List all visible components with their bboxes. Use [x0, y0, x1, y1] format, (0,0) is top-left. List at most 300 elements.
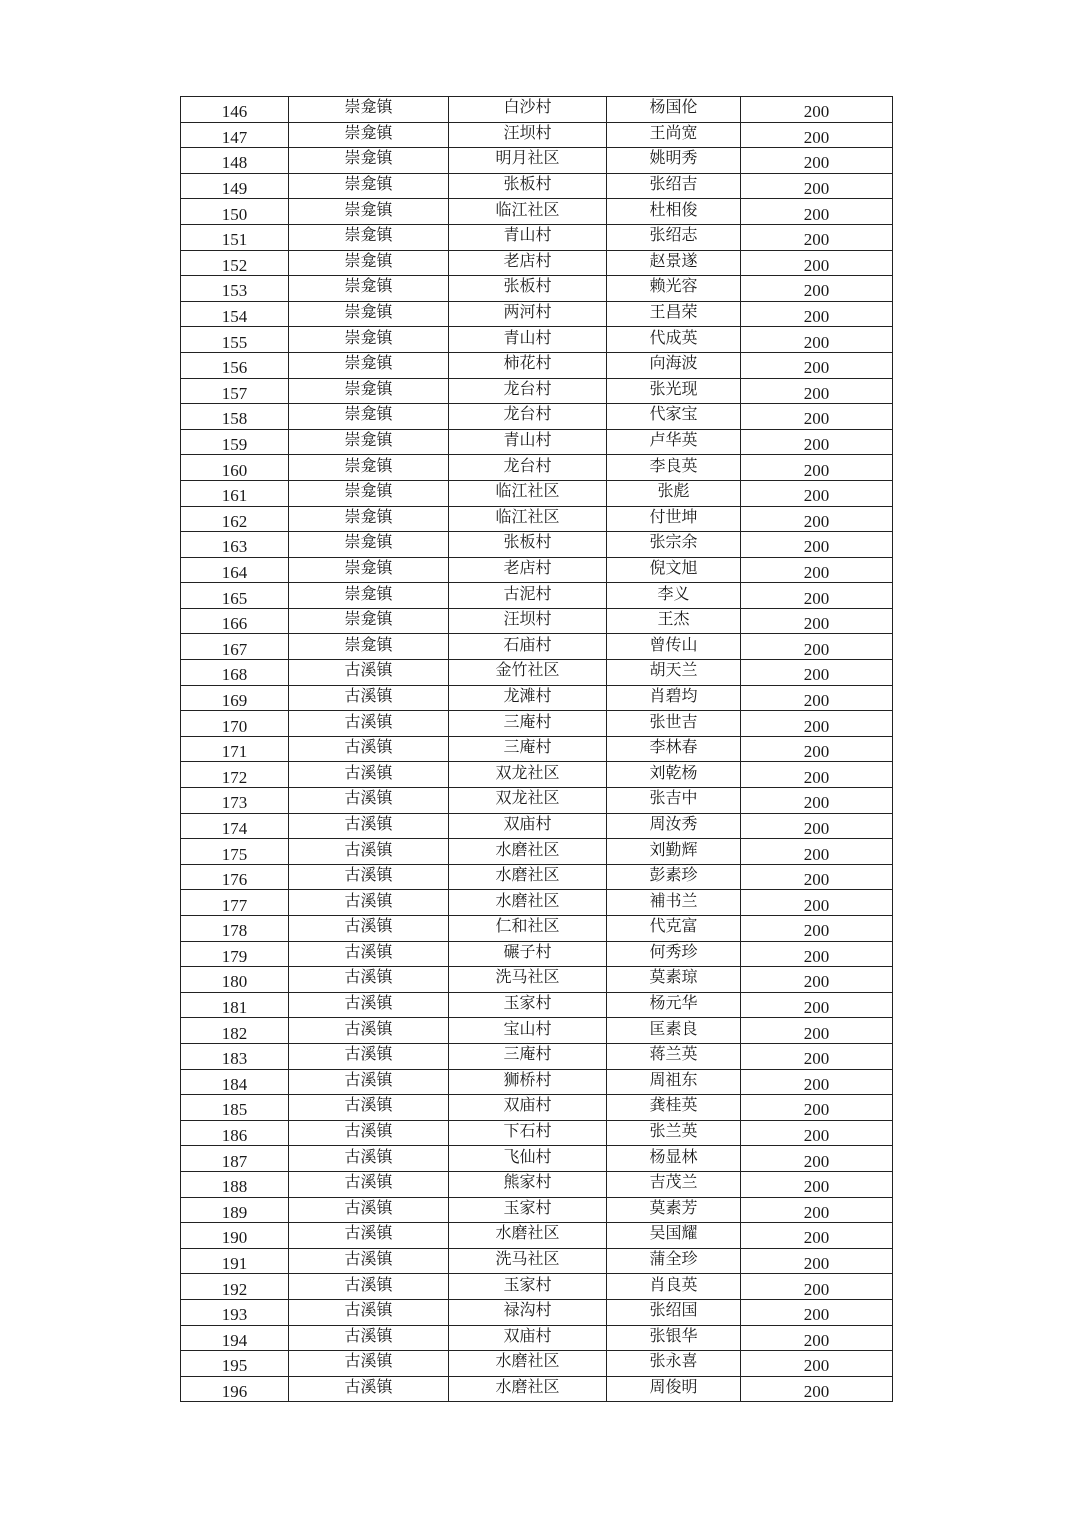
name-cell: 曾传山 [607, 634, 741, 660]
row-number: 174 [181, 813, 289, 839]
amount-cell: 200 [741, 1248, 893, 1274]
town-cell: 古溪镇 [289, 1095, 449, 1121]
table-row [181, 916, 893, 942]
name-cell: 张银华 [607, 1325, 741, 1351]
town-cell: 古溪镇 [289, 762, 449, 788]
name-cell: 王昌荣 [607, 301, 741, 327]
name-cell: 卢华英 [607, 429, 741, 455]
village-cell: 洗马社区 [449, 1248, 607, 1274]
table-row [181, 1223, 893, 1249]
town-cell: 古溪镇 [289, 1325, 449, 1351]
amount-cell: 200 [741, 685, 893, 711]
table-row [181, 864, 893, 890]
name-cell: 李义 [607, 583, 741, 609]
town-cell: 崇龛镇 [289, 532, 449, 558]
table-row [181, 608, 893, 634]
village-cell: 双龙社区 [449, 788, 607, 814]
village-cell: 青山村 [449, 224, 607, 250]
village-cell: 玉家村 [449, 1274, 607, 1300]
amount-cell: 200 [741, 122, 893, 148]
town-cell: 古溪镇 [289, 1223, 449, 1249]
amount-cell: 200 [741, 148, 893, 174]
town-cell: 古溪镇 [289, 967, 449, 993]
table-row [181, 378, 893, 404]
village-cell: 水磨社区 [449, 864, 607, 890]
amount-cell: 200 [741, 813, 893, 839]
name-cell: 蒲全珍 [607, 1248, 741, 1274]
village-cell: 张板村 [449, 173, 607, 199]
village-cell: 明月社区 [449, 148, 607, 174]
name-cell: 何秀珍 [607, 941, 741, 967]
row-number: 192 [181, 1274, 289, 1300]
amount-cell: 200 [741, 967, 893, 993]
name-cell: 张宗余 [607, 532, 741, 558]
table-row [181, 660, 893, 686]
amount-cell: 200 [741, 480, 893, 506]
name-cell: 龚桂英 [607, 1095, 741, 1121]
name-cell: 张吉中 [607, 788, 741, 814]
table-row [181, 1197, 893, 1223]
table-row [181, 1069, 893, 1095]
village-cell: 金竹社区 [449, 660, 607, 686]
village-cell: 古泥村 [449, 583, 607, 609]
row-number: 189 [181, 1197, 289, 1223]
row-number: 172 [181, 762, 289, 788]
amount-cell: 200 [741, 992, 893, 1018]
village-cell: 水磨社区 [449, 1223, 607, 1249]
town-cell: 古溪镇 [289, 1120, 449, 1146]
row-number: 153 [181, 276, 289, 302]
name-cell: 代克富 [607, 916, 741, 942]
village-cell: 汪坝村 [449, 122, 607, 148]
recipient-table [180, 96, 893, 1402]
village-cell: 水磨社区 [449, 839, 607, 865]
village-cell: 老店村 [449, 250, 607, 276]
table-row [181, 1248, 893, 1274]
amount-cell: 200 [741, 378, 893, 404]
name-cell: 莫素芳 [607, 1197, 741, 1223]
village-cell: 宝山村 [449, 1018, 607, 1044]
town-cell: 古溪镇 [289, 1069, 449, 1095]
village-cell: 柿花村 [449, 352, 607, 378]
table-row [181, 1351, 893, 1377]
town-cell: 古溪镇 [289, 916, 449, 942]
amount-cell: 200 [741, 608, 893, 634]
table-row [181, 711, 893, 737]
table-row [181, 455, 893, 481]
row-number: 164 [181, 557, 289, 583]
table-row [181, 301, 893, 327]
table-row [181, 890, 893, 916]
row-number: 177 [181, 890, 289, 916]
row-number: 159 [181, 429, 289, 455]
row-number: 182 [181, 1018, 289, 1044]
table-row [181, 583, 893, 609]
name-cell: 李良英 [607, 455, 741, 481]
town-cell: 崇龛镇 [289, 455, 449, 481]
village-cell: 张板村 [449, 532, 607, 558]
name-cell: 刘乾杨 [607, 762, 741, 788]
row-number: 187 [181, 1146, 289, 1172]
name-cell: 胡天兰 [607, 660, 741, 686]
village-cell: 石庙村 [449, 634, 607, 660]
amount-cell: 200 [741, 1095, 893, 1121]
table-row [181, 532, 893, 558]
town-cell: 古溪镇 [289, 1043, 449, 1069]
table-row [181, 97, 893, 123]
village-cell: 禄沟村 [449, 1299, 607, 1325]
town-cell: 古溪镇 [289, 788, 449, 814]
row-number: 151 [181, 224, 289, 250]
table-row [181, 352, 893, 378]
table-row [181, 1171, 893, 1197]
town-cell: 崇龛镇 [289, 583, 449, 609]
village-cell: 三庵村 [449, 711, 607, 737]
table-row [181, 327, 893, 353]
row-number: 150 [181, 199, 289, 225]
village-cell: 张板村 [449, 276, 607, 302]
row-number: 162 [181, 506, 289, 532]
name-cell: 张绍志 [607, 224, 741, 250]
table-row [181, 148, 893, 174]
row-number: 181 [181, 992, 289, 1018]
village-cell: 碾子村 [449, 941, 607, 967]
village-cell: 龙台村 [449, 455, 607, 481]
village-cell: 下石村 [449, 1120, 607, 1146]
town-cell: 崇龛镇 [289, 148, 449, 174]
village-cell: 水磨社区 [449, 890, 607, 916]
town-cell: 古溪镇 [289, 1197, 449, 1223]
row-number: 195 [181, 1351, 289, 1377]
table-row [181, 1274, 893, 1300]
amount-cell: 200 [741, 1299, 893, 1325]
town-cell: 崇龛镇 [289, 301, 449, 327]
village-cell: 狮桥村 [449, 1069, 607, 1095]
town-cell: 崇龛镇 [289, 122, 449, 148]
amount-cell: 200 [741, 455, 893, 481]
table-row [181, 941, 893, 967]
name-cell: 彭素珍 [607, 864, 741, 890]
table-body [181, 97, 893, 1402]
town-cell: 古溪镇 [289, 839, 449, 865]
amount-cell: 200 [741, 762, 893, 788]
town-cell: 崇龛镇 [289, 352, 449, 378]
town-cell: 古溪镇 [289, 941, 449, 967]
amount-cell: 200 [741, 429, 893, 455]
village-cell: 玉家村 [449, 992, 607, 1018]
table-row [181, 992, 893, 1018]
name-cell: 莫素琼 [607, 967, 741, 993]
village-cell: 双龙社区 [449, 762, 607, 788]
amount-cell: 200 [741, 1376, 893, 1402]
table-row [181, 199, 893, 225]
amount-cell: 200 [741, 1325, 893, 1351]
table-row [181, 1043, 893, 1069]
town-cell: 崇龛镇 [289, 608, 449, 634]
amount-cell: 200 [741, 404, 893, 430]
village-cell: 临江社区 [449, 199, 607, 225]
table-row [181, 480, 893, 506]
row-number: 180 [181, 967, 289, 993]
name-cell: 张世吉 [607, 711, 741, 737]
amount-cell: 200 [741, 1171, 893, 1197]
amount-cell: 200 [741, 660, 893, 686]
village-cell: 熊家村 [449, 1171, 607, 1197]
amount-cell: 200 [741, 890, 893, 916]
table-row [181, 634, 893, 660]
amount-cell: 200 [741, 1351, 893, 1377]
table-row [181, 788, 893, 814]
row-number: 173 [181, 788, 289, 814]
row-number: 157 [181, 378, 289, 404]
row-number: 155 [181, 327, 289, 353]
village-cell: 飞仙村 [449, 1146, 607, 1172]
village-cell: 洗马社区 [449, 967, 607, 993]
row-number: 167 [181, 634, 289, 660]
table-row [181, 813, 893, 839]
row-number: 194 [181, 1325, 289, 1351]
amount-cell: 200 [741, 224, 893, 250]
amount-cell: 200 [741, 301, 893, 327]
amount-cell: 200 [741, 1043, 893, 1069]
row-number: 184 [181, 1069, 289, 1095]
table-row [181, 122, 893, 148]
village-cell: 汪坝村 [449, 608, 607, 634]
name-cell: 王杰 [607, 608, 741, 634]
amount-cell: 200 [741, 839, 893, 865]
town-cell: 崇龛镇 [289, 327, 449, 353]
town-cell: 古溪镇 [289, 736, 449, 762]
village-cell: 临江社区 [449, 506, 607, 532]
row-number: 165 [181, 583, 289, 609]
table-row [181, 506, 893, 532]
town-cell: 古溪镇 [289, 1248, 449, 1274]
town-cell: 崇龛镇 [289, 557, 449, 583]
amount-cell: 200 [741, 736, 893, 762]
amount-cell: 200 [741, 864, 893, 890]
amount-cell: 200 [741, 1197, 893, 1223]
town-cell: 古溪镇 [289, 1351, 449, 1377]
table-row [181, 1325, 893, 1351]
table-row [181, 839, 893, 865]
name-cell: 李林春 [607, 736, 741, 762]
row-number: 148 [181, 148, 289, 174]
name-cell: 蒋兰英 [607, 1043, 741, 1069]
town-cell: 崇龛镇 [289, 506, 449, 532]
amount-cell: 200 [741, 634, 893, 660]
row-number: 154 [181, 301, 289, 327]
amount-cell: 200 [741, 1223, 893, 1249]
name-cell: 周祖东 [607, 1069, 741, 1095]
row-number: 161 [181, 480, 289, 506]
town-cell: 崇龛镇 [289, 634, 449, 660]
table-row [181, 685, 893, 711]
town-cell: 古溪镇 [289, 1146, 449, 1172]
table-row [181, 1299, 893, 1325]
town-cell: 崇龛镇 [289, 250, 449, 276]
amount-cell: 200 [741, 506, 893, 532]
amount-cell: 200 [741, 1120, 893, 1146]
village-cell: 水磨社区 [449, 1376, 607, 1402]
amount-cell: 200 [741, 557, 893, 583]
town-cell: 崇龛镇 [289, 276, 449, 302]
table-row [181, 762, 893, 788]
name-cell: 刘勤辉 [607, 839, 741, 865]
town-cell: 崇龛镇 [289, 224, 449, 250]
name-cell: 杨国伦 [607, 97, 741, 123]
table-row [181, 557, 893, 583]
village-cell: 白沙村 [449, 97, 607, 123]
row-number: 170 [181, 711, 289, 737]
table-row [181, 224, 893, 250]
name-cell: 张兰英 [607, 1120, 741, 1146]
row-number: 152 [181, 250, 289, 276]
town-cell: 古溪镇 [289, 864, 449, 890]
row-number: 178 [181, 916, 289, 942]
amount-cell: 200 [741, 583, 893, 609]
name-cell: 肖良英 [607, 1274, 741, 1300]
village-cell: 三庵村 [449, 1043, 607, 1069]
amount-cell: 200 [741, 941, 893, 967]
row-number: 185 [181, 1095, 289, 1121]
amount-cell: 200 [741, 1018, 893, 1044]
name-cell: 倪文旭 [607, 557, 741, 583]
table-row [181, 1095, 893, 1121]
name-cell: 赖光容 [607, 276, 741, 302]
town-cell: 古溪镇 [289, 1299, 449, 1325]
amount-cell: 200 [741, 199, 893, 225]
name-cell: 张永喜 [607, 1351, 741, 1377]
row-number: 175 [181, 839, 289, 865]
village-cell: 青山村 [449, 327, 607, 353]
village-cell: 仁和社区 [449, 916, 607, 942]
name-cell: 代家宝 [607, 404, 741, 430]
village-cell: 双庙村 [449, 1325, 607, 1351]
name-cell: 杨元华 [607, 992, 741, 1018]
table-row [181, 1120, 893, 1146]
village-cell: 龙台村 [449, 404, 607, 430]
village-cell: 老店村 [449, 557, 607, 583]
row-number: 179 [181, 941, 289, 967]
name-cell: 付世坤 [607, 506, 741, 532]
row-number: 191 [181, 1248, 289, 1274]
amount-cell: 200 [741, 1274, 893, 1300]
name-cell: 张光现 [607, 378, 741, 404]
amount-cell: 200 [741, 788, 893, 814]
amount-cell: 200 [741, 276, 893, 302]
row-number: 193 [181, 1299, 289, 1325]
row-number: 188 [181, 1171, 289, 1197]
name-cell: 周汝秀 [607, 813, 741, 839]
town-cell: 古溪镇 [289, 1274, 449, 1300]
town-cell: 崇龛镇 [289, 199, 449, 225]
town-cell: 古溪镇 [289, 813, 449, 839]
town-cell: 崇龛镇 [289, 480, 449, 506]
amount-cell: 200 [741, 352, 893, 378]
village-cell: 三庵村 [449, 736, 607, 762]
town-cell: 崇龛镇 [289, 97, 449, 123]
table-row [181, 429, 893, 455]
amount-cell: 200 [741, 916, 893, 942]
town-cell: 古溪镇 [289, 890, 449, 916]
row-number: 168 [181, 660, 289, 686]
row-number: 183 [181, 1043, 289, 1069]
name-cell: 张绍国 [607, 1299, 741, 1325]
town-cell: 古溪镇 [289, 711, 449, 737]
name-cell: 補书兰 [607, 890, 741, 916]
name-cell: 代成英 [607, 327, 741, 353]
town-cell: 古溪镇 [289, 660, 449, 686]
village-cell: 龙滩村 [449, 685, 607, 711]
village-cell: 双庙村 [449, 1095, 607, 1121]
name-cell: 向海波 [607, 352, 741, 378]
row-number: 156 [181, 352, 289, 378]
table-row [181, 250, 893, 276]
town-cell: 崇龛镇 [289, 404, 449, 430]
town-cell: 崇龛镇 [289, 429, 449, 455]
name-cell: 张彪 [607, 480, 741, 506]
row-number: 169 [181, 685, 289, 711]
row-number: 146 [181, 97, 289, 123]
town-cell: 崇龛镇 [289, 173, 449, 199]
row-number: 149 [181, 173, 289, 199]
town-cell: 古溪镇 [289, 685, 449, 711]
table-row [181, 1376, 893, 1402]
table-row [181, 1146, 893, 1172]
row-number: 176 [181, 864, 289, 890]
table-row [181, 967, 893, 993]
row-number: 147 [181, 122, 289, 148]
name-cell: 吉茂兰 [607, 1171, 741, 1197]
table-row [181, 173, 893, 199]
row-number: 190 [181, 1223, 289, 1249]
name-cell: 王尚宽 [607, 122, 741, 148]
amount-cell: 200 [741, 1069, 893, 1095]
name-cell: 杨显林 [607, 1146, 741, 1172]
row-number: 160 [181, 455, 289, 481]
village-cell: 龙台村 [449, 378, 607, 404]
table-row [181, 1018, 893, 1044]
row-number: 166 [181, 608, 289, 634]
row-number: 163 [181, 532, 289, 558]
village-cell: 水磨社区 [449, 1351, 607, 1377]
amount-cell: 200 [741, 1146, 893, 1172]
name-cell: 肖碧均 [607, 685, 741, 711]
row-number: 196 [181, 1376, 289, 1402]
table-row [181, 404, 893, 430]
amount-cell: 200 [741, 532, 893, 558]
amount-cell: 200 [741, 97, 893, 123]
row-number: 171 [181, 736, 289, 762]
amount-cell: 200 [741, 173, 893, 199]
row-number: 186 [181, 1120, 289, 1146]
village-cell: 临江社区 [449, 480, 607, 506]
name-cell: 杜相俊 [607, 199, 741, 225]
name-cell: 姚明秀 [607, 148, 741, 174]
village-cell: 两河村 [449, 301, 607, 327]
village-cell: 玉家村 [449, 1197, 607, 1223]
table-row [181, 736, 893, 762]
name-cell: 赵景遂 [607, 250, 741, 276]
table-row [181, 276, 893, 302]
town-cell: 古溪镇 [289, 992, 449, 1018]
name-cell: 吴国耀 [607, 1223, 741, 1249]
amount-cell: 200 [741, 250, 893, 276]
name-cell: 张绍吉 [607, 173, 741, 199]
amount-cell: 200 [741, 327, 893, 353]
village-cell: 青山村 [449, 429, 607, 455]
town-cell: 古溪镇 [289, 1376, 449, 1402]
